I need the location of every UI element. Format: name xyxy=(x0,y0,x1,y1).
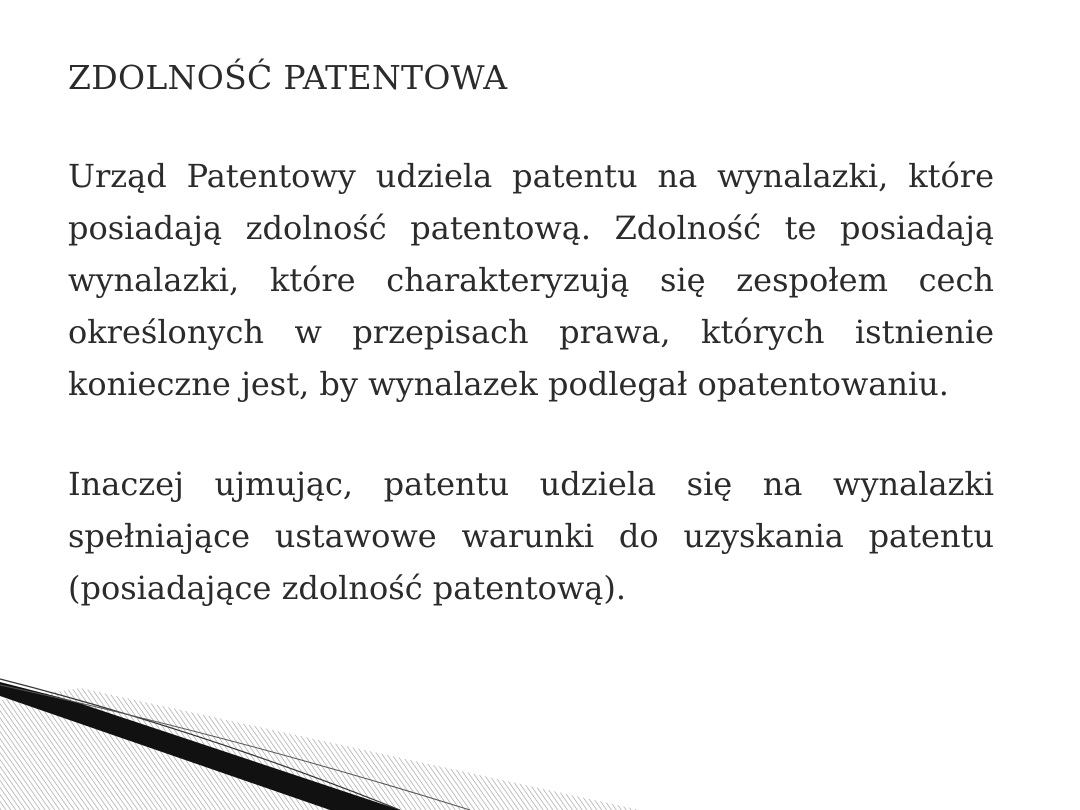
swoosh-line xyxy=(0,679,400,810)
slide-title: ZDOLNOŚĆ PATENTOWA xyxy=(68,58,508,97)
dark-swoosh xyxy=(0,682,400,810)
paragraph-1: Urząd Patentowy udziela patentu na wynalazki, które posiadają zdolność patentową. Zdolność te posiadają wynalazki, które charakteryzują się zespołem cech określonych w przepisach prawa, których istnienie konieczne jest, by wynalazek podlegał opatentowaniu. xyxy=(68,157,994,403)
hatched-wedge xyxy=(0,688,640,810)
slide-content xyxy=(68,56,994,662)
swoosh-line xyxy=(0,685,470,810)
paragraph-2: Inaczej ujmując, patentu udziela się na wynalazki spełniające ustawowe warunki do uzyskania patentu (posiadające zdolność patentową). xyxy=(68,465,994,607)
